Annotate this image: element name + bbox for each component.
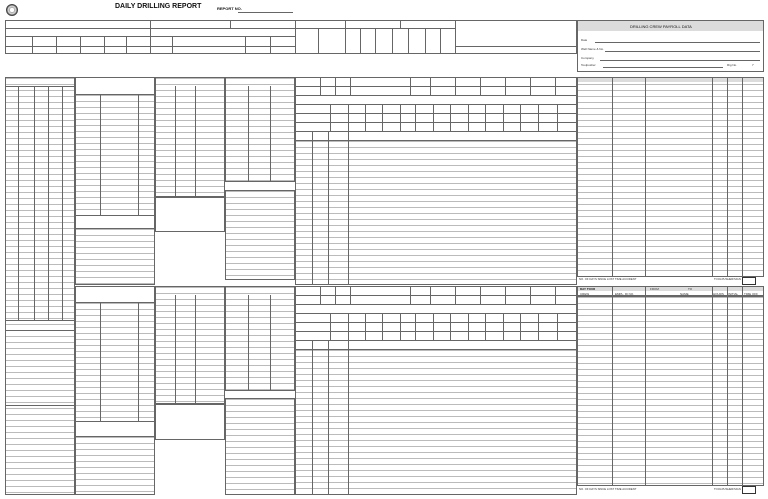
crew-upper-signature-label: TOOLPUSHER/SIGN <box>714 277 741 281</box>
payroll-company-field[interactable] <box>600 60 760 61</box>
col-initial: INITIAL <box>728 292 739 296</box>
crew-lower-no-ops: NO. OF DAYS SINCE LOST TIME ACCIDENT <box>579 487 637 491</box>
crew-table-upper <box>577 77 764 277</box>
identification-block <box>5 20 577 54</box>
col-name: NAME <box>680 292 689 296</box>
payroll-date-label: Date <box>581 38 588 42</box>
payroll-title: DRILLING CREW PAYROLL DATA <box>630 24 692 29</box>
report-no-label: REPORT NO. <box>217 6 242 11</box>
col-hours: HOURS <box>713 292 724 296</box>
payroll-well-field[interactable] <box>605 51 760 52</box>
report-no-field[interactable] <box>238 12 293 13</box>
crew-upper-no-ops: NO. OF DAYS SINCE LOST TIME ACCIDENT <box>579 277 637 281</box>
payroll-toolpusher-field[interactable] <box>603 67 723 68</box>
crew-upper-signature-box[interactable] <box>742 277 756 285</box>
payroll-toolpusher-label: Toolpusher <box>581 63 596 67</box>
day-tour-from-label: FROM <box>650 287 659 291</box>
bit-record-upper <box>155 77 225 197</box>
crew-lower-signature-box[interactable] <box>742 486 756 494</box>
col-crew: CREW <box>580 292 590 296</box>
mud-record-lower <box>225 286 295 391</box>
crew-lower-signature-label: TOOLPUSHER/SIGN <box>714 487 741 491</box>
day-tour-label: DAY TOUR <box>580 287 596 291</box>
payroll-date-field[interactable] <box>595 42 760 43</box>
payroll-well-label: Well Name & No. <box>581 47 604 51</box>
crew-table-lower <box>577 296 764 486</box>
iadc-seal-icon <box>6 4 18 16</box>
bit-record-lower <box>155 286 225 404</box>
form-title: DAILY DRILLING REPORT <box>115 3 202 10</box>
col-empl-id: EMPL. ID NO. <box>615 292 635 296</box>
time-distribution-table <box>5 77 75 495</box>
day-tour-to-label: TO <box>688 287 693 291</box>
payroll-rig-label: Rig No. <box>727 63 738 67</box>
payroll-company-label: Company <box>581 56 594 60</box>
col-time-off: TIME OFF <box>744 292 758 296</box>
mud-record-upper <box>225 77 295 182</box>
payroll-rig-value: 7 <box>752 63 754 67</box>
